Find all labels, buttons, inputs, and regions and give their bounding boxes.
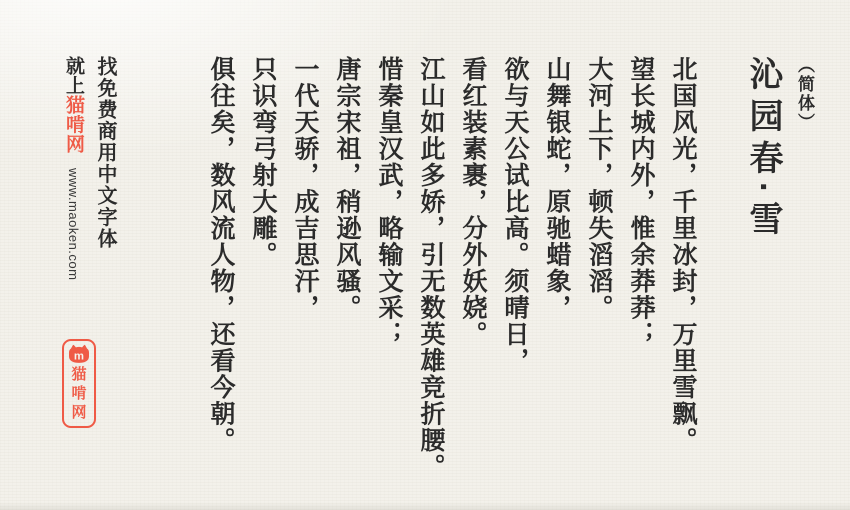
poem-title: 沁园春·雪 xyxy=(744,56,782,244)
brand-name: 猫啃网 xyxy=(63,95,84,154)
poem-line: 只识弯弓射大雕。 xyxy=(249,56,277,268)
stamp-char: 猫 xyxy=(71,366,87,383)
poem-line: 山舞银蛇，原驰蜡象， xyxy=(543,56,571,321)
slogan-line-1: 找免费商用中文字体 xyxy=(94,56,116,250)
poem-line: 俱往矣，数风流人物，还看今朝。 xyxy=(207,56,235,454)
website-url: www.maoken.com xyxy=(66,167,81,280)
poem-line: 望长城内外，惟余莽莽； xyxy=(627,56,655,348)
poem-block xyxy=(200,56,822,508)
poem-line: 看红装素裹，分外妖娆。 xyxy=(459,56,487,348)
branding-block xyxy=(58,56,122,280)
stamp-char: 网 xyxy=(71,404,87,421)
cat-logo-icon xyxy=(67,344,91,364)
poem-line: 大河上下，顿失滔滔。 xyxy=(585,56,613,321)
poem-line: 江山如此多娇，引无数英雄竞折腰。 xyxy=(417,56,445,480)
poem-line: 一代天骄，成吉思汗， xyxy=(291,56,319,321)
poem-line: 欲与天公试比高。须晴日， xyxy=(501,56,529,374)
slogan-line-2 xyxy=(58,56,88,280)
poem-line: 北国风光，千里冰封，万里雪飘。 xyxy=(669,56,697,454)
variant-label: （简体） xyxy=(795,56,814,132)
brand-stamp xyxy=(62,339,96,428)
poem-line: 惜秦皇汉武，略输文采； xyxy=(375,56,403,348)
slogan-line-2-prefix: 就上 xyxy=(63,56,84,95)
stamp-logo-letter: m xyxy=(73,350,85,363)
poem-line: 唐宗宋祖，稍逊风骚。 xyxy=(333,56,361,321)
stamp-char: 啃 xyxy=(71,385,87,402)
